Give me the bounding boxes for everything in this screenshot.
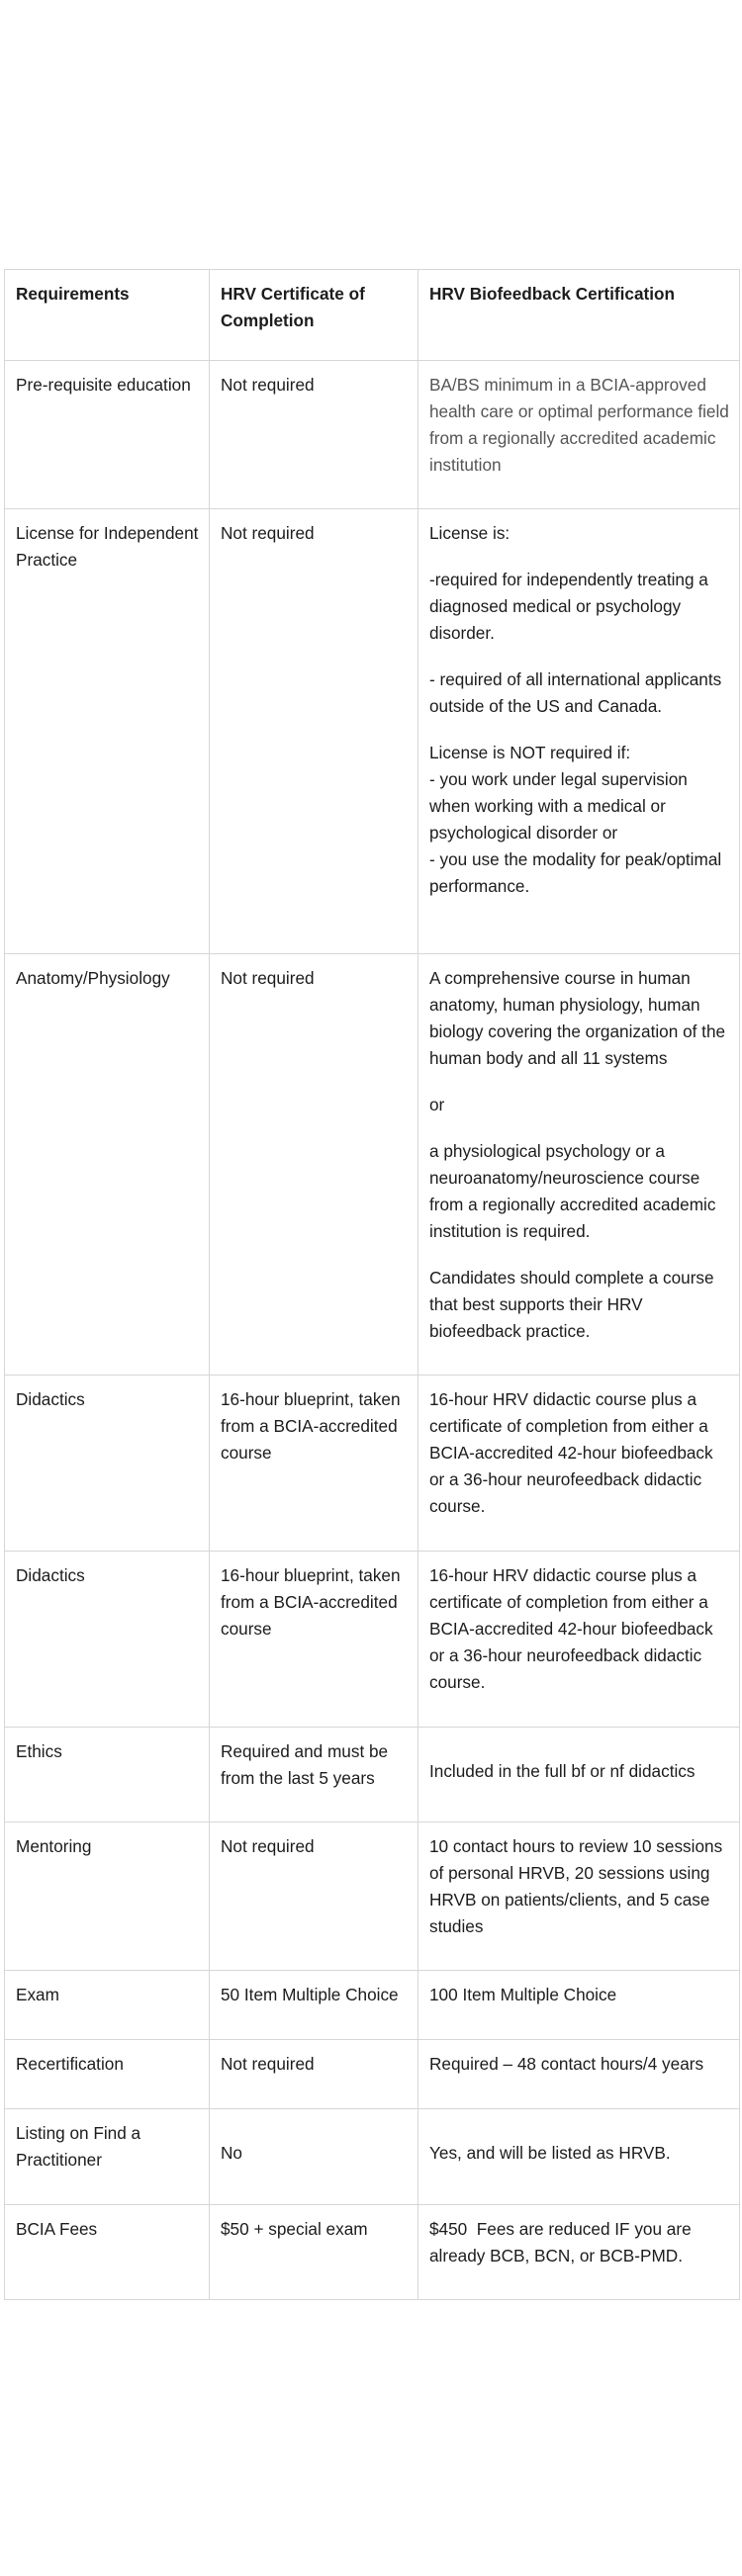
requirement-cell: Didactics: [5, 1552, 210, 1728]
certificate-cell: Required and must be from the last 5 years: [210, 1728, 418, 1822]
header-requirements: Requirements: [5, 270, 210, 361]
certification-text: A comprehensive course in human anatomy, human physiology, human biology covering the organization of the human body and all 11 systems: [429, 968, 726, 1068]
certification-cell: [418, 509, 740, 954]
certification-text: License is NOT required if: - you work under legal supervision when working with a medical or psychological disorder or - you use the modality for peak/optimal performance.: [429, 743, 722, 896]
requirement-cell: Anatomy/Physiology: [5, 954, 210, 1376]
certification-text: Candidates should complete a course that best supports their HRV biofeedback practice.: [429, 1268, 714, 1341]
certificate-cell: Not required: [210, 2040, 418, 2109]
table-row: [5, 1822, 740, 1971]
certification-text: a physiological psychology or a neuroanatomy/neuroscience course from a regionally accredited academic institution is required.: [429, 1141, 716, 1241]
requirement-cell: Pre-requisite education: [5, 361, 210, 509]
certification-text: 16-hour HRV didactic course plus a certificate of completion from either a BCIA-accredited 42-hour biofeedback or a 36-hour neurofeedback didactic course.: [429, 1565, 713, 1692]
certification-cell: [418, 1376, 740, 1552]
certification-cell: [418, 2109, 740, 2205]
certification-text: BA/BS minimum in a BCIA-approved health care or optimal performance field from a regionally accredited academic institution: [429, 375, 729, 475]
table-row: [5, 2040, 740, 2109]
requirement-cell: Didactics: [5, 1376, 210, 1552]
table-row: [5, 2109, 740, 2205]
requirement-cell: Listing on Find a Practitioner: [5, 2109, 210, 2205]
certificate-cell: $50 + special exam: [210, 2205, 418, 2300]
table-row: [5, 2205, 740, 2300]
certification-cell: [418, 361, 740, 509]
certification-text: Included in the full bf or nf didactics: [429, 1760, 696, 1781]
table-header-row: [5, 270, 740, 361]
certification-text: -required for independently treating a diagnosed medical or psychology disorder.: [429, 570, 708, 643]
certification-cell: [418, 1822, 740, 1971]
certification-text: License is:: [429, 523, 510, 543]
certification-cell: [418, 1971, 740, 2040]
table-row: [5, 1728, 740, 1822]
table-row: [5, 509, 740, 954]
certification-text: Required – 48 contact hours/4 years: [429, 2054, 704, 2074]
certificate-cell: Not required: [210, 361, 418, 509]
certification-cell: [418, 2040, 740, 2109]
certificate-cell: 16-hour blueprint, taken from a BCIA-accredited course: [210, 1376, 418, 1552]
requirement-cell: Mentoring: [5, 1822, 210, 1971]
certificate-cell: Not required: [210, 954, 418, 1376]
certificate-cell: Not required: [210, 1822, 418, 1971]
certification-text: Yes, and will be listed as HRVB.: [429, 2143, 671, 2163]
requirement-cell: BCIA Fees: [5, 2205, 210, 2300]
table-row: [5, 1552, 740, 1728]
certificate-cell: Not required: [210, 509, 418, 954]
certification-text: $450 Fees are reduced IF you are already BCB, BCN, or BCB-PMD.: [429, 2219, 696, 2265]
certification-cell: [418, 1728, 740, 1822]
table-row: [5, 1971, 740, 2040]
requirement-cell: Exam: [5, 1971, 210, 2040]
certification-cell: [418, 1552, 740, 1728]
table-row: [5, 361, 740, 509]
certification-text: - required of all international applicants outside of the US and Canada.: [429, 669, 722, 716]
certificate-cell: 50 Item Multiple Choice: [210, 1971, 418, 2040]
certificate-cell: 16-hour blueprint, taken from a BCIA-accredited course: [210, 1552, 418, 1728]
certification-text: 100 Item Multiple Choice: [429, 1985, 617, 2004]
header-certificate-of-completion: HRV Certificate of Completion: [210, 270, 418, 361]
certificate-cell: No: [210, 2109, 418, 2205]
certification-text: or: [429, 1095, 445, 1114]
certification-cell: [418, 954, 740, 1376]
requirement-cell: License for Independent Practice: [5, 509, 210, 954]
requirements-table-container: [4, 269, 739, 2300]
certification-text: 10 contact hours to review 10 sessions of personal HRVB, 20 sessions using HRVB on patients/clients, and 5 case studies: [429, 1836, 723, 1936]
table-row: [5, 1376, 740, 1552]
certification-text: 16-hour HRV didactic course plus a certificate of completion from either a BCIA-accredited 42-hour biofeedback or a 36-hour neurofeedback didactic course.: [429, 1389, 713, 1516]
header-biofeedback-certification: HRV Biofeedback Certification: [418, 270, 740, 361]
certification-cell: [418, 2205, 740, 2300]
requirement-cell: Ethics: [5, 1728, 210, 1822]
requirements-comparison-table: [4, 269, 740, 2300]
table-row: [5, 954, 740, 1376]
requirement-cell: Recertification: [5, 2040, 210, 2109]
